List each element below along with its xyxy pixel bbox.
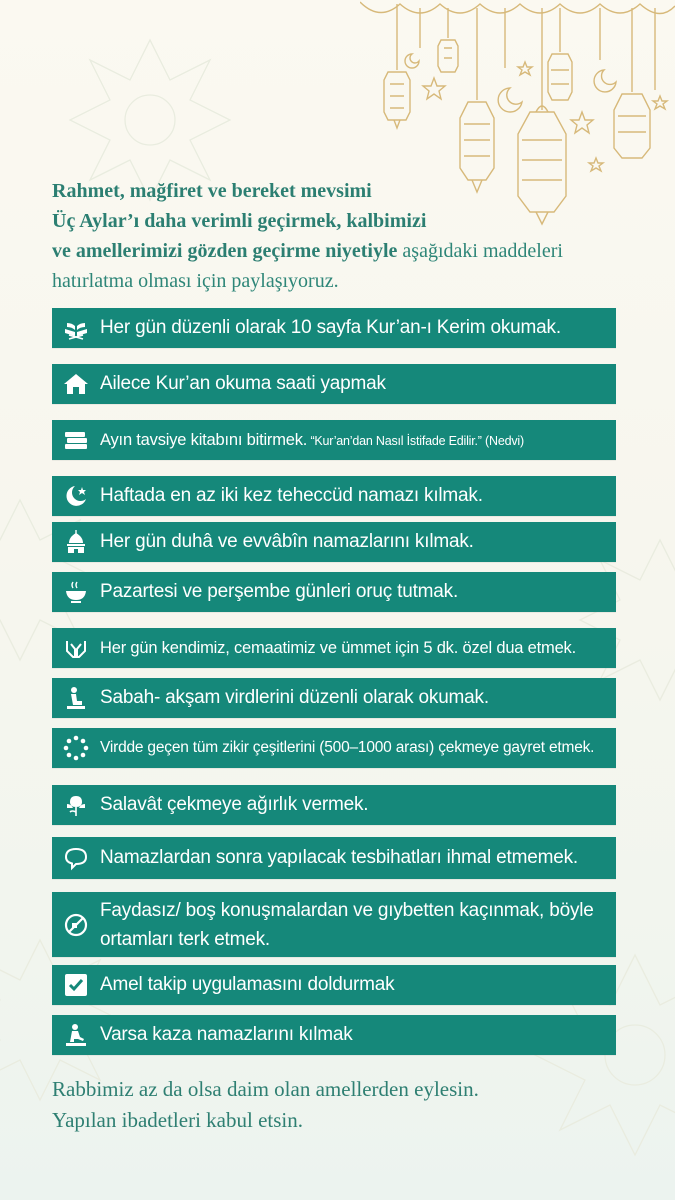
intro-text: [52, 176, 612, 296]
kneeling-person-icon: [52, 678, 100, 718]
crescent-star-icon: [52, 476, 100, 516]
item-text: Virdde geçen tüm zikir çeşitlerini (500–1000 arası) çekmeye gayret etmek.: [100, 739, 595, 756]
item-text-quote: “Kur’an’dan Nasıl İstifade Edilir.” (Nedvi): [307, 433, 524, 448]
list-item: [52, 837, 616, 879]
list-item: [52, 572, 616, 612]
list-item: [52, 364, 616, 404]
item-text: Her gün düzenli olarak 10 sayfa Kur’an-ı Kerim okumak.: [100, 317, 561, 338]
home-icon: [52, 364, 100, 404]
list-item: [52, 728, 616, 768]
list-item: [52, 678, 616, 718]
rose-icon: [52, 785, 100, 825]
intro-bold-line-1: Rahmet, mağfiret ve bereket mevsimi: [52, 180, 372, 202]
list-item: [52, 628, 616, 668]
praying-hands-icon: [52, 628, 100, 668]
item-text: Pazartesi ve perşembe günleri oruç tutmak.: [100, 581, 459, 602]
intro-normal-text: aşağıdaki maddeleri hatırlatma olması için paylaşıyoruz.: [52, 240, 563, 292]
no-talking-icon: [52, 892, 100, 957]
item-text-main: Ayın tavsiye kitabını bitirmek.: [100, 430, 308, 449]
item-text: Salavât çekmeye ağırlık vermek.: [100, 794, 369, 815]
item-text: Sabah- akşam virdlerini düzenli olarak okumak.: [100, 687, 489, 708]
item-text: Her gün duhâ ve evvâbîn namazlarını kılmak.: [100, 531, 474, 552]
list-item: [52, 785, 616, 825]
closing-line-2: Yapılan ibadetleri kabul etsin.: [52, 1108, 303, 1132]
list-item: [52, 1015, 616, 1055]
checkbox-icon: [52, 965, 100, 1005]
prayer-beads-icon: [52, 728, 100, 768]
list-item: [52, 522, 616, 562]
item-text: Her gün kendimiz, cemaatimiz ve ümmet için 5 dk. özel dua etmek.: [100, 639, 576, 657]
list-item: [52, 420, 616, 460]
item-text: Amel takip uygulamasını doldurmak: [100, 974, 395, 995]
intro-bold-line-3: ve amellerimizi gözden geçirme niyetiyle: [52, 240, 398, 262]
praying-person-icon: [52, 1015, 100, 1055]
bowl-icon: [52, 572, 100, 612]
list-item: [52, 965, 616, 1005]
list-item: [52, 892, 616, 957]
intro-bold-line-2: Üç Aylar’ı daha verimli geçirmek, kalbimizi: [52, 210, 427, 232]
closing-line-1: Rabbimiz az da olsa daim olan amellerden eylesin.: [52, 1077, 479, 1101]
item-text: Varsa kaza namazlarını kılmak: [100, 1024, 353, 1045]
list-item: [52, 308, 616, 348]
item-text: Faydasız/ boş konuşmalardan ve gıybetten kaçınmak, böyle ortamları terk etmek.: [100, 899, 594, 950]
item-text: [100, 428, 524, 453]
list-item: [52, 476, 616, 516]
mosque-icon: [52, 522, 100, 562]
item-text: Namazlardan sonra yapılacak tesbihatları ihmal etmemek.: [100, 847, 578, 868]
item-text: Ailece Kur’an okuma saati yapmak: [100, 373, 386, 394]
quran-icon: [52, 308, 100, 348]
closing-text: [52, 1074, 612, 1136]
speech-bubble-icon: [52, 837, 100, 879]
books-icon: [52, 420, 100, 460]
item-text: Haftada en az iki kez teheccüd namazı kılmak.: [100, 485, 483, 506]
